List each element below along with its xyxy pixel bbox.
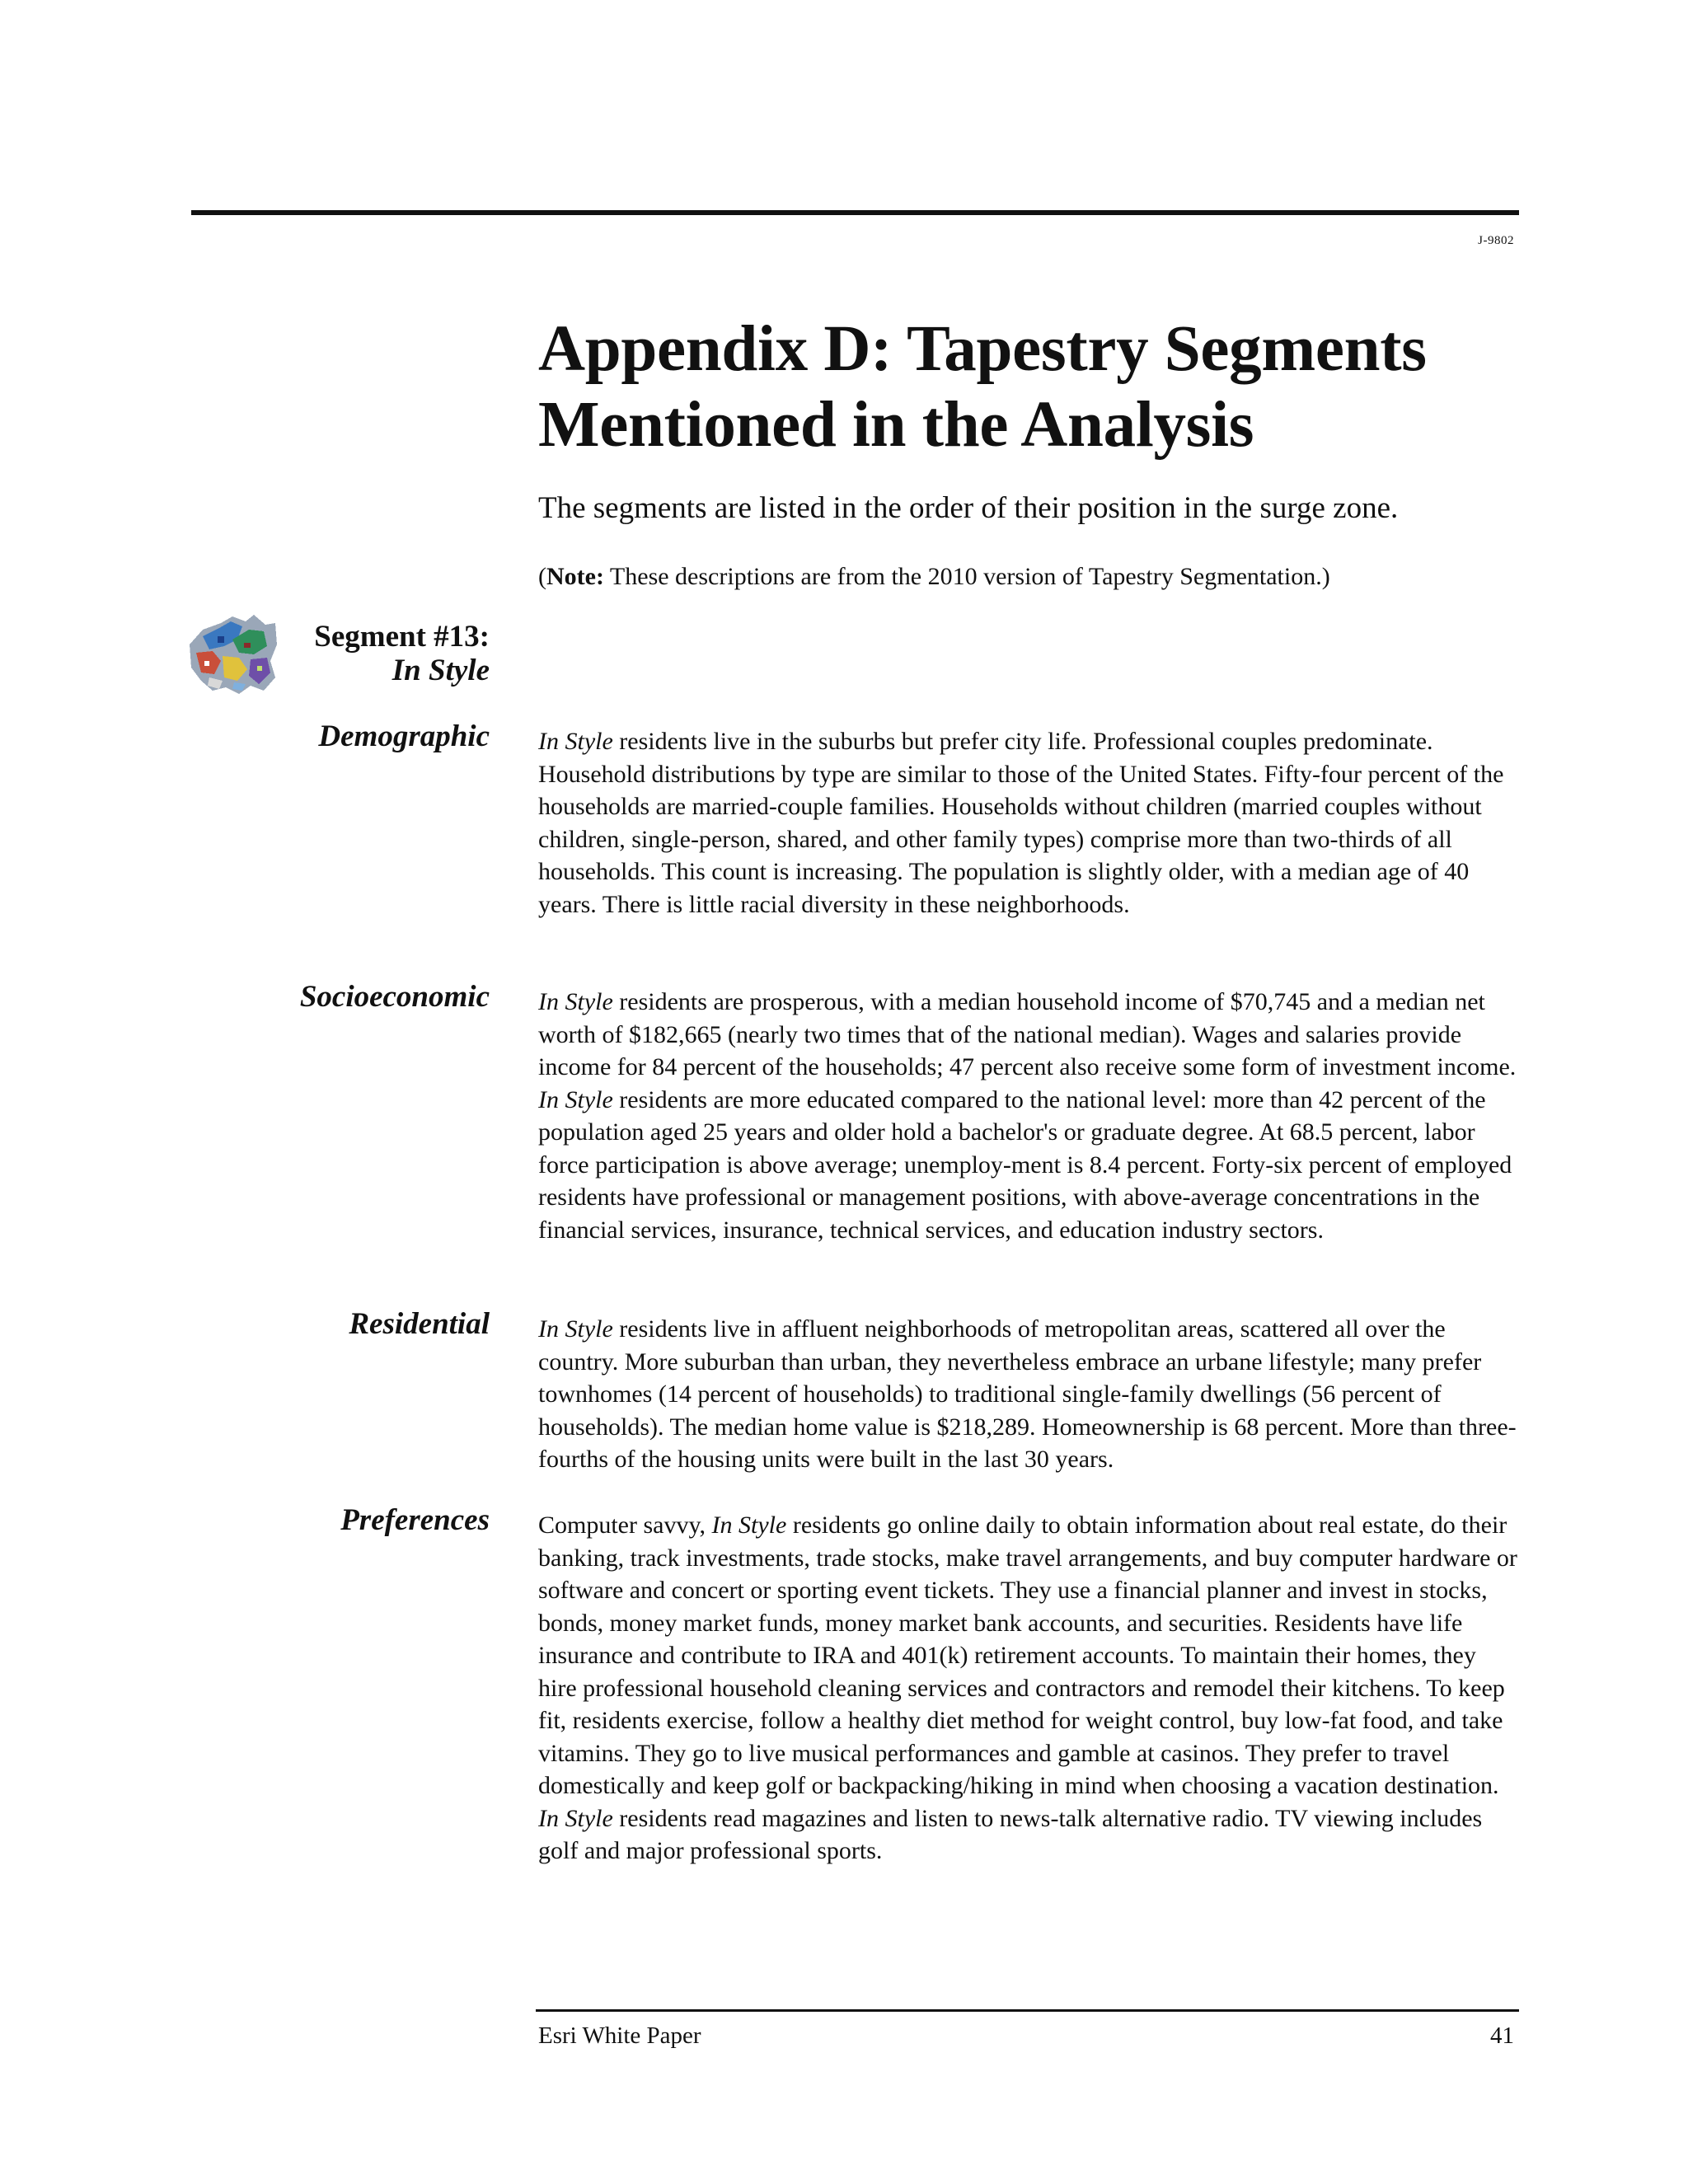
header-rule [191,210,1519,215]
document-id: J-9802 [1478,234,1514,247]
note-paren: ( [538,563,546,590]
note-text: These descriptions are from the 2010 version of Tapestry Segmentation.) [603,563,1330,590]
preferences-body-2: residents go online daily to obtain information about real estate, do their banking, track investments, trade stocks, make travel arrangements, and buy computer hardware or software and concert or sporting event tickets. They use a financial planner and invest in stocks, bonds, money market funds, money market bank accounts, and securities. Residents have life insurance and contribute to IRA and 401(k) retirement accounts. To maintain their homes, they hire professional household cleaning services and contractors and remodel their kitchens. To keep fit, residents exercise, follow a healthy diet method for weight control, buy low-fat food, and take vitamins. They go to live musical performances and gamble at casinos. They prefer to travel domestically and keep golf or backpacking/hiking in mind when choosing a vacation destination. [538,1511,1517,1799]
section-text-socioeconomic [538,986,1519,1246]
version-note [538,560,1527,593]
demographic-body: residents live in the suburbs but prefer city life. Professional couples predominate. Household distributions by type are similar to those of the United States. Fifty-four percent of the households are married-couple families. Households without children (married couples without children, single-person, shared, and other family types) comprise more than two-thirds of all households. This count is increasing. The population is slightly older, with a median age of 40 years. There is little racial diversity in these neighborhoods. [538,728,1504,918]
segment-name-inline: In Style [538,1804,613,1832]
residential-body: residents live in affluent neighborhoods of metropolitan areas, scattered all over the country. More suburban than urban, they nevertheless embrace an urbane lifestyle; many prefer townhomes (14 percent of households) to traditional single-family dwellings (56 percent of households). The median home value is $218,289. Homeownership is 68 percent. More than three-fourths of the housing units were built in the last 30 years. [538,1315,1517,1473]
socioeconomic-body-2: residents are more educated compared to the national level: more than 42 percent of the population aged 25 years and older hold a bachelor's or graduate degree. At 68.5 percent, labor force participation is above average; unemploy-ment is 8.4 percent. Forty-six percent of employed residents have professional or management positions, with above-average concentrations in the financial services, insurance, technical services, and education industry sectors. [538,1085,1512,1244]
footer-publication: Esri White Paper [538,2022,701,2049]
note-label: Note: [546,563,604,590]
section-label-preferences: Preferences [340,1503,490,1537]
section-text-preferences [538,1509,1519,1868]
socioeconomic-body-1: residents are prosperous, with a median household income of $70,745 and a median net worth of $182,665 (nearly two times that of the national median). Wages and salaries provide income for 84 percent of the households; 47 percent also receive some form of investment income. [538,988,1517,1080]
section-text-residential [538,1313,1519,1476]
segment-name-inline: In Style [711,1511,787,1539]
page-number: 41 [1490,2022,1514,2049]
page-title-line-2: Mentioned in the Analysis [538,389,1254,461]
segment-name-inline: In Style [538,988,613,1015]
segment-number: Segment #13: [314,620,490,654]
segment-name-inline: In Style [538,728,613,755]
page-subtitle: The segments are listed in the order of their position in the surge zone. [538,491,1399,525]
segment-name-inline: In Style [538,1315,613,1343]
preferences-body-3: residents read magazines and listen to news-talk alternative radio. TV viewing includes golf and major professional sports. [538,1804,1483,1864]
section-label-socioeconomic: Socioeconomic [299,980,490,1014]
footer-rule [536,2009,1519,2012]
segment-name-inline: In Style [538,1085,613,1113]
page-title [538,312,1527,463]
section-text-demographic [538,725,1519,921]
section-label-demographic: Demographic [318,719,490,753]
page-title-line-1: Appendix D: Tapestry Segments [538,313,1427,385]
section-label-residential: Residential [349,1307,490,1341]
preferences-body-1: Computer savvy, [538,1511,712,1539]
segment-heading [247,620,490,687]
segment-name: In Style [392,654,490,687]
